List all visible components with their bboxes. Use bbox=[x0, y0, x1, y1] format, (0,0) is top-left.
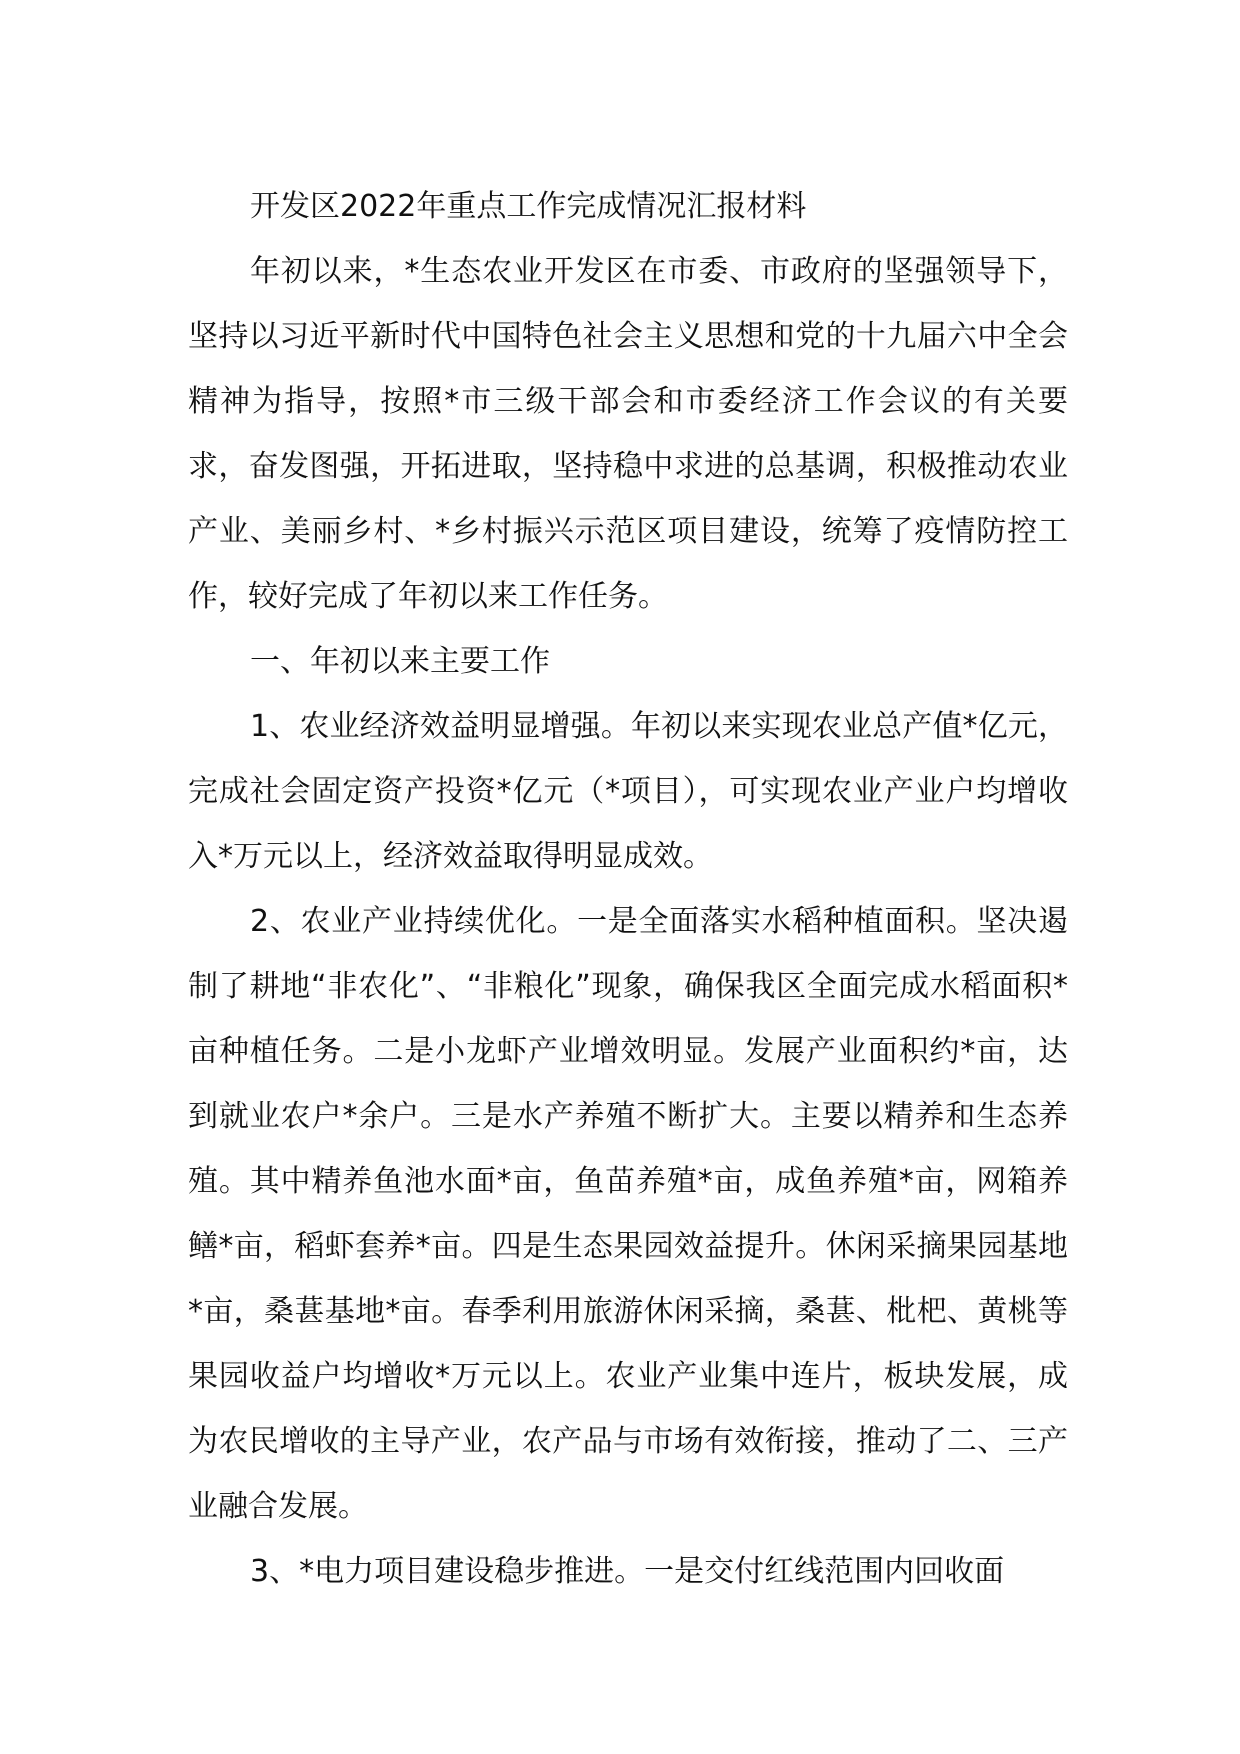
paragraph-item-1: 1、农业经济效益明显增强。年初以来实现农业总产值*亿元，完成社会固定资产投资*亿元（*项目），可实现农业产业户均增收入*万元以上，经济效益取得明显成效。 bbox=[188, 709, 1068, 874]
paragraph-item-2: 2、农业产业持续优化。一是全面落实水稻种植面积。坚决遏制了耕地“非农化”、“非粮化”现象，确保我区全面完成水稻面积*亩种植任务。二是小龙虾产业增效明显。发展产业面积约*亩，达到就业农户*余户。三是水产养殖不断扩大。主要以精养和生态养殖。其中精养鱼池水面*亩，鱼苗养殖*亩，成鱼养殖*亩，网箱养鳝*亩，稻虾套养*亩。四是生态果园效益提升。休闲采摘果园基地*亩，桑葚基地*亩。春季利用旅游休闲采摘，桑葚、枇杷、黄桃等果园收益户均增收*万元以上。农业产业集中连片，板块发展，成为农民增收的主导产业，农产品与市场有效衔接，推动了二、三产业融合发展。 bbox=[188, 904, 1068, 1524]
paragraph-intro: 年初以来，*生态农业开发区在市委、市政府的坚强领导下，坚持以习近平新时代中国特色社会主义思想和党的十九届六中全会精神为指导，按照*市三级干部会和市委经济工作会议的有关要求，奋发图强，开拓进取，坚持稳中求进的总基调，积极推动农业产业、美丽乡村、*乡村振兴示范区项目建设，统筹了疫情防控工作，较好完成了年初以来工作任务。 bbox=[188, 254, 1068, 614]
paragraph-item-3: 3、*电力项目建设稳步推进。一是交付红线范围内回收面 bbox=[250, 1554, 1005, 1589]
document-body bbox=[188, 174, 1068, 1604]
document-title: 开发区2022年重点工作完成情况汇报材料 bbox=[250, 189, 807, 224]
section-heading-main-work: 一、年初以来主要工作 bbox=[250, 644, 550, 679]
